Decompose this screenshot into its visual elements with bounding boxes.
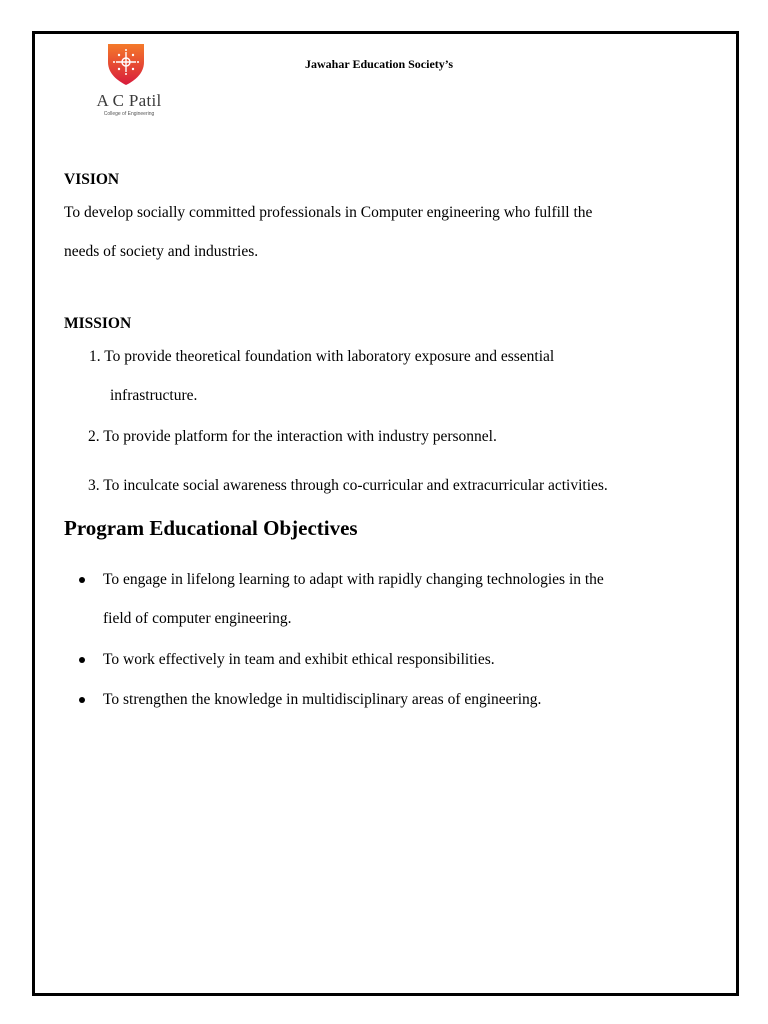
mission-item-1-cont: infrastructure. [110,387,198,404]
mission-item-1: 1. To provide theoretical foundation with laboratory exposure and essential [89,348,555,365]
mission-item-3: 3. To inculcate social awareness through co-curricular and extracurricular activities. [88,477,608,494]
peo-item-3: To strengthen the knowledge in multidisciplinary areas of engineering. [103,691,542,708]
peo-item-1-cont: field of computer engineering. [103,610,292,627]
peo-item-2: To work effectively in team and exhibit ethical responsibilities. [103,651,495,668]
logo-subtitle: College of Engineering [103,111,155,117]
shield-icon [106,42,146,86]
bullet-icon [79,697,85,703]
page-border [32,31,739,996]
peo-item-1: To engage in lifelong learning to adapt with rapidly changing technologies in the [103,571,604,588]
peo-title: Program Educational Objectives [64,516,358,540]
society-name: Jawahar Education Society’s [305,57,454,71]
college-logo [92,42,164,120]
vision-text-line-1: To develop socially committed professionals in Computer engineering who fulfill the [64,204,593,221]
mission-heading: MISSION [64,315,132,332]
vision-text-line-2: needs of society and industries. [64,243,259,260]
mission-item-2: 2. To provide platform for the interaction with industry personnel. [88,428,497,445]
bullet-icon [79,657,85,663]
logo-name: A C Patil [96,91,162,110]
bullet-icon [79,577,85,583]
vision-heading: VISION [64,171,120,188]
